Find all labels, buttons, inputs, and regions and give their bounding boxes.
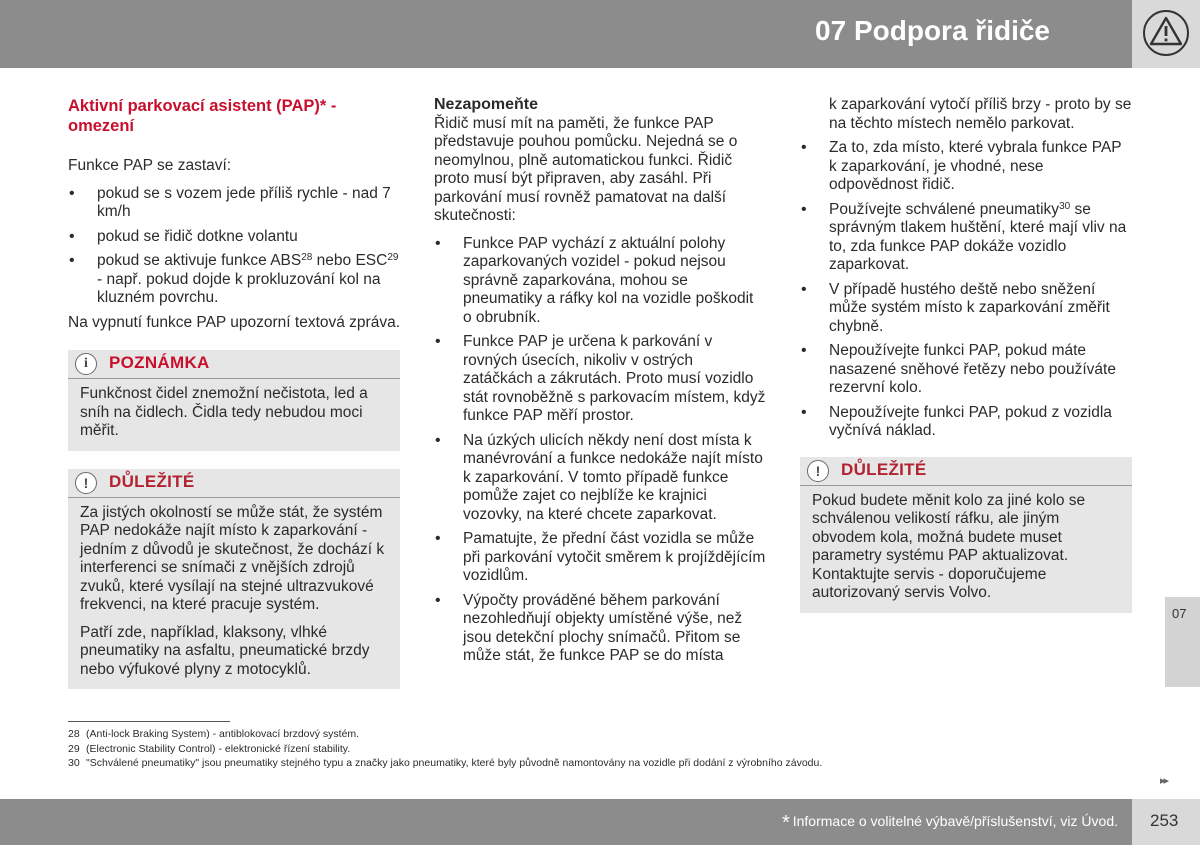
reminders-list: [434, 235, 766, 666]
footnote-ref: 29: [387, 252, 399, 263]
page-footer: [0, 799, 1132, 845]
important-text: Patří zde, například, klaksony, vlhké pneumatiky na asfaltu, pneumatické brzdy nebo výfukové plyny z motocyklů.: [80, 623, 370, 678]
page-number: 253: [1150, 811, 1179, 830]
footer-note: * Informace o volitelné výbavě/příslušenství, viz Úvod.: [781, 812, 1118, 834]
chapter-tab: 07: [1165, 597, 1200, 687]
list-item: • pokud se s vozem jede příliš rychle - nad 7 km/h: [68, 185, 400, 222]
list-item: • Na úzkých ulicích někdy není dost místa k manévrování a funkce nedokáže najít místo k zaparkování. V tomto případě funkce pomůže zajet co nejblíže ke krajnici vozovky, na které chcete zaparkovat.: [434, 432, 766, 525]
chapter-header: [0, 0, 1132, 68]
next-page-arrows-icon: ▸▸: [1160, 775, 1168, 787]
page-number-box: [1132, 799, 1200, 845]
note-title: POZNÁMKA: [109, 353, 210, 372]
important-text: Pokud budete měnit kolo za jiné kolo se schválenou velikostí ráfku, ale jiným obvodem kola, možná budete muset parametry systému PAP aktualizovat. Kontaktujte servis - doporučujeme autorizovaný servis Volvo.: [812, 491, 1086, 601]
column-left: [68, 96, 400, 689]
important-box: [68, 469, 400, 690]
intro-text: Funkce PAP se zastaví:: [68, 157, 232, 174]
list-item: • Používejte schválené pneumatiky$^{30}$ se správným tlakem huštění, které mají vliv na to, zda funkce PAP dokáže vozidlo zaparkovat.: [800, 201, 1132, 275]
important-header: [68, 469, 400, 498]
reminders-list-cont: [800, 139, 1132, 441]
list-item: • Výpočty prováděné během parkování nezohledňují objekty umístěné výše, než jsou detekční plochy snímačů. Přitom se může stát, že funkce PAP se do místa: [434, 592, 766, 666]
list-item: • Funkce PAP vychází z aktuální polohy zaparkovaných vozidel - pokud nejsou správně zaparkována, mohou se pneumatiky a ráfky kol na vozidle poškodit o obrubník.: [434, 235, 766, 328]
list-item: • Za to, zda místo, které vybrala funkce PAP k zaparkování, je vhodné, nese odpovědnost řidič.: [800, 139, 1132, 195]
footnote-ref: 30: [1059, 200, 1071, 212]
warning-triangle-icon: [1142, 9, 1190, 57]
list-item: • Pamatujte, že přední část vozidla se může při parkování vytočit směrem k projíždějícím vozidlům.: [434, 530, 766, 586]
closing-text: Na vypnutí funkce PAP upozorní textová zpráva.: [68, 313, 401, 331]
important-text: Za jistých okolností se může stát, že systém PAP nedokáže najít místo k zaparkování - jedním z důvodů je skutečnost, že dochází k interferenci se snímači z vnějších zdrojů zvuků, které vysílají na stejné ultrazvukové frekvenci, na které pracuje systém.: [80, 503, 385, 613]
important-title: DŮLEŽITÉ: [841, 459, 927, 479]
list-item: • pokud se řidič dotkne volantu: [68, 228, 400, 247]
footnote-divider: [68, 721, 230, 722]
column-middle: [434, 96, 766, 672]
footnotes: [68, 727, 822, 771]
note-text: Funkčnost čidel znemožní nečistota, led a sníh na čidlech. Čidla tedy nebudou moci měřit.: [80, 385, 368, 439]
section-heading: Aktivní parkovací asistent (PAP)* - omezení: [68, 97, 337, 135]
continuation-text: k zaparkování vytočí příliš brzy - proto by se na těchto místech nemělo parkovat.: [829, 96, 1132, 132]
list-item: • Nepoužívejte funkci PAP, pokud máte nasazené sněhové řetězy nebo používáte rezervní kolo.: [800, 342, 1132, 398]
important-box: [800, 457, 1132, 613]
warning-box: [1132, 0, 1200, 68]
exclamation-icon: !: [75, 472, 97, 494]
important-header: [800, 457, 1132, 486]
sub-heading: Nezapomeňte: [434, 96, 539, 113]
footnote-ref: 28: [301, 252, 313, 263]
limitations-list: [68, 185, 400, 308]
chapter-title: 07 Podpora řidiče: [815, 15, 1050, 46]
note-header: [68, 350, 400, 379]
list-item: • Nepoužívejte funkci PAP, pokud z vozidla vyčnívá náklad.: [800, 404, 1132, 441]
footnote: 30 "Schválené pneumatiky" jsou pneumatiky stejného typu a značky jako pneumatiky, které byly původně namontovány na vozidle při dodání z výrobního závodu.: [68, 757, 823, 769]
info-icon: i: [75, 353, 97, 375]
list-item: • Funkce PAP je určena k parkování v rovných úsecích, nikoliv v ostrých zatáčkách a zákrutách. Proto musí vozidlo stát rovnoběžně s parkovacím místem, když funkce PAP měří prostor.: [434, 333, 766, 426]
exclamation-icon: !: [807, 460, 829, 482]
list-item: • pokud se aktivuje funkce ABS$^{28}$ nebo ESC$^{29}$ - např. pokud dojde k prokluzování kol na kluzném povrchu.: [68, 252, 400, 308]
list-item: • V případě hustého deště nebo sněžení může systém místo k zaparkování změřit chybně.: [800, 281, 1132, 337]
intro-text: Řidič musí mít na paměti, že funkce PAP představuje pouhou pomůcku. Nejedná se o neomylnou, plně automatickou funkci. Řidič proto musí být připraven, aby zasáhl. Při parkování musí rovněž pamatovat na další skutečnosti:: [434, 114, 738, 224]
footnote: 29 (Electronic Stability Control) - elektronické řízení stability.: [68, 742, 351, 755]
footnote: 28 (Anti-lock Braking System) - antiblokovací brzdový systém.: [68, 728, 360, 740]
note-box: [68, 350, 400, 451]
important-title: DŮLEŽITÉ: [109, 471, 195, 491]
column-right: [800, 96, 1132, 613]
